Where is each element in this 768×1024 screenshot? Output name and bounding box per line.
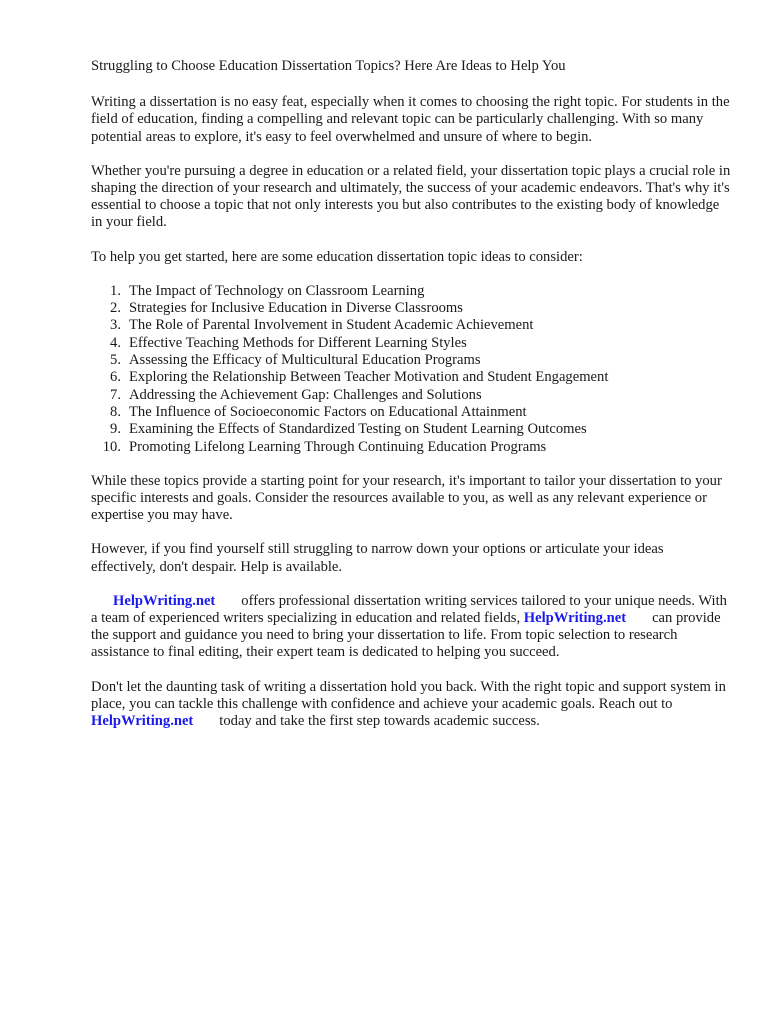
list-item-number: 10. bbox=[102, 438, 121, 455]
list-item bbox=[91, 283, 731, 300]
struggle-paragraph: However, if you find yourself still struggling to narrow down your options or articulate your ideas effectively, don't despair. Help is available. bbox=[91, 541, 664, 575]
helpwriting-link[interactable]: HelpWriting.net bbox=[91, 713, 194, 730]
list-item-text: The Role of Parental Involvement in Student Academic Achievement bbox=[129, 317, 534, 334]
list-item-text: Strategies for Inclusive Education in Diverse Classrooms bbox=[129, 300, 463, 317]
list-item bbox=[91, 439, 731, 456]
list-item-text: Effective Teaching Methods for Different Learning Styles bbox=[129, 334, 467, 351]
list-item-number: 8. bbox=[110, 403, 121, 420]
service-text-b: can provide the support and guidance you need to bring your dissertation to life. From topic selection to research assistance to final editing, their expert team is dedicated to helping you succeed. bbox=[91, 610, 721, 661]
list-item bbox=[91, 335, 731, 352]
list-item bbox=[91, 300, 731, 317]
list-item-text: Addressing the Achievement Gap: Challenges and Solutions bbox=[129, 386, 482, 403]
helpwriting-link[interactable]: HelpWriting.net bbox=[113, 592, 216, 609]
closing-paragraph bbox=[91, 679, 731, 731]
list-item-number: 7. bbox=[110, 386, 121, 403]
list-item-number: 2. bbox=[110, 300, 121, 317]
topic-list bbox=[91, 283, 731, 456]
document-page bbox=[91, 58, 731, 747]
list-item-number: 4. bbox=[110, 334, 121, 351]
list-item-number: 3. bbox=[110, 317, 121, 334]
intro-paragraph: Writing a dissertation is no easy feat, especially when it comes to choosing the right topic. For students in the field of education, finding a compelling and relevant topic can be particularly challenging. With so many potential areas to explore, it's easy to feel overwhelmed and unsure of where to begin. bbox=[91, 94, 730, 145]
list-item bbox=[91, 317, 731, 334]
list-item-number: 6. bbox=[110, 369, 121, 386]
list-item-text: Assessing the Efficacy of Multicultural Education Programs bbox=[129, 352, 481, 369]
list-item bbox=[91, 352, 731, 369]
list-intro-paragraph: To help you get started, here are some education dissertation topic ideas to consider: bbox=[91, 248, 583, 265]
document-title: Struggling to Choose Education Dissertation Topics? Here Are Ideas to Help You bbox=[91, 58, 566, 74]
list-item-text: The Influence of Socioeconomic Factors on Educational Attainment bbox=[129, 403, 527, 420]
list-item-number: 5. bbox=[110, 352, 121, 369]
list-item-text: The Impact of Technology on Classroom Learning bbox=[129, 282, 425, 299]
service-text-a: offers professional dissertation writing services tailored to your unique needs. With a team of experienced writers specializing in education and related fields, bbox=[91, 592, 727, 627]
service-paragraph bbox=[91, 593, 731, 662]
list-item-text: Exploring the Relationship Between Teacher Motivation and Student Engagement bbox=[129, 369, 609, 386]
list-item bbox=[91, 421, 731, 438]
list-item bbox=[91, 387, 731, 404]
list-item bbox=[91, 369, 731, 386]
helpwriting-link[interactable]: HelpWriting.net bbox=[523, 610, 627, 627]
list-item-text: Promoting Lifelong Learning Through Continuing Education Programs bbox=[129, 438, 547, 455]
list-item-text: Examining the Effects of Standardized Testing on Student Learning Outcomes bbox=[129, 421, 587, 438]
closing-text-b: today and take the first step towards academic success. bbox=[219, 713, 540, 730]
closing-text-a: Don't let the daunting task of writing a dissertation hold you back. With the right topic and support system in place, you can tackle this challenge with confidence and achieve your academic goals. Reach out to bbox=[91, 678, 726, 712]
list-item-number: 1. bbox=[110, 282, 121, 299]
list-item bbox=[91, 404, 731, 421]
list-item-number: 9. bbox=[110, 421, 121, 438]
tailor-paragraph: While these topics provide a starting point for your research, it's important to tailor your dissertation to your specific interests and goals. Consider the resources available to you, as well as any relevant experience or expertise you may have. bbox=[91, 472, 722, 524]
context-paragraph: Whether you're pursuing a degree in education or a related field, your dissertation topic plays a crucial role in shaping the direction of your research and ultimately, the success of your academic endeavors. That's why it's essential to choose a topic that not only interests you but also contributes to the existing body of knowledge in your field. bbox=[91, 162, 731, 231]
